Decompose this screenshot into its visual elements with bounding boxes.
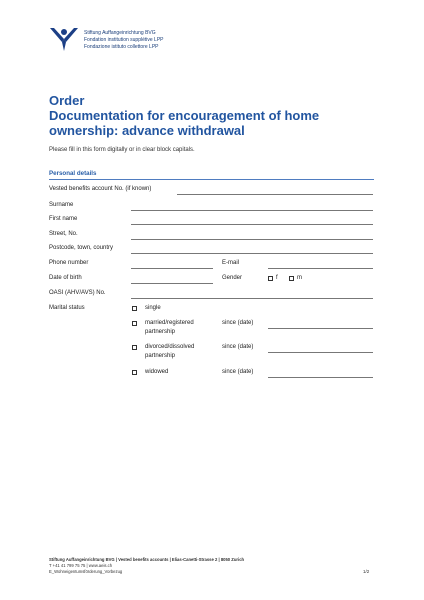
first-name-label: First name — [49, 216, 78, 222]
organization-names — [84, 30, 164, 51]
org-name-de: Stiftung Auffangeinrichtung BVG — [84, 30, 156, 36]
gender-f-checkbox[interactable] — [268, 276, 273, 281]
postcode-field[interactable] — [131, 253, 373, 254]
marital-single-label: single — [145, 305, 161, 311]
widowed-since-label: since (date) — [222, 369, 254, 375]
marital-married-checkbox[interactable] — [132, 321, 137, 326]
org-name-fr: Fondation institution supplétive LPP — [84, 37, 164, 43]
divorced-since-field[interactable] — [268, 352, 373, 353]
oasi-field[interactable] — [131, 298, 373, 299]
street-label: Street, No. — [49, 231, 78, 237]
street-field[interactable] — [131, 239, 373, 240]
marital-status-label: Marital status — [49, 305, 85, 311]
phone-field[interactable] — [131, 268, 213, 269]
oasi-label: OASI (AHV/AVS) No. — [49, 290, 106, 296]
phone-label: Phone number — [49, 260, 89, 266]
gender-m-checkbox[interactable] — [289, 276, 294, 281]
gender-m-label: m — [297, 275, 302, 281]
first-name-field[interactable] — [131, 224, 373, 225]
marital-divorced-label-1: divorced/dissolved — [145, 344, 195, 350]
email-label: E-mail — [222, 260, 240, 266]
surname-field[interactable] — [131, 210, 373, 211]
foundation-logo-icon — [49, 26, 79, 52]
married-since-label: since (date) — [222, 320, 254, 326]
marital-single-checkbox[interactable] — [132, 306, 137, 311]
widowed-since-field[interactable] — [268, 377, 373, 378]
marital-married-label-2: partnership — [145, 329, 176, 335]
postcode-label: Postcode, town, country — [49, 245, 114, 251]
section-divider — [49, 179, 374, 180]
gender-label: Gender — [222, 275, 243, 281]
surname-label: Surname — [49, 202, 74, 208]
page-title — [49, 93, 379, 138]
org-name-it: Fondazione istituto collettore LPP — [84, 44, 159, 50]
vested-account-field[interactable] — [177, 194, 373, 195]
section-title: Personal details — [49, 170, 97, 177]
footer-contact: T +41 41 799 75 75 | www.aeis.ch — [49, 563, 113, 568]
intro-text: Please fill in this form digitally or in clear block capitals. — [49, 147, 195, 153]
married-since-field[interactable] — [268, 328, 373, 329]
gender-f-label: f — [276, 275, 278, 281]
title-line-2: Documentation for encouragement of home — [49, 108, 320, 123]
footer-address: Stiftung Auffangeinrichtung BVG | Vested benefits accounts | Elias-Canetti-Strasse 2 | 8050 Zurich — [49, 557, 245, 562]
marital-widowed-label: widowed — [145, 369, 169, 375]
vested-account-label: Vested benefits account No. (if known) — [49, 186, 152, 192]
divorced-since-label: since (date) — [222, 344, 254, 350]
footer-document-id: E_Wohneigentumsförderung_Vorbezug — [49, 569, 123, 574]
marital-widowed-checkbox[interactable] — [132, 370, 137, 375]
marital-married-label-1: married/registered — [145, 320, 194, 326]
email-field[interactable] — [268, 268, 373, 269]
title-line-1: Order — [49, 93, 85, 108]
page-footer — [49, 557, 244, 575]
marital-divorced-checkbox[interactable] — [132, 345, 137, 350]
dob-field[interactable] — [131, 283, 213, 284]
marital-divorced-label-2: partnership — [145, 353, 176, 359]
title-line-3: ownership: advance withdrawal — [49, 123, 245, 138]
dob-label: Date of birth — [49, 275, 82, 281]
page-number: 1/2 — [363, 569, 370, 574]
